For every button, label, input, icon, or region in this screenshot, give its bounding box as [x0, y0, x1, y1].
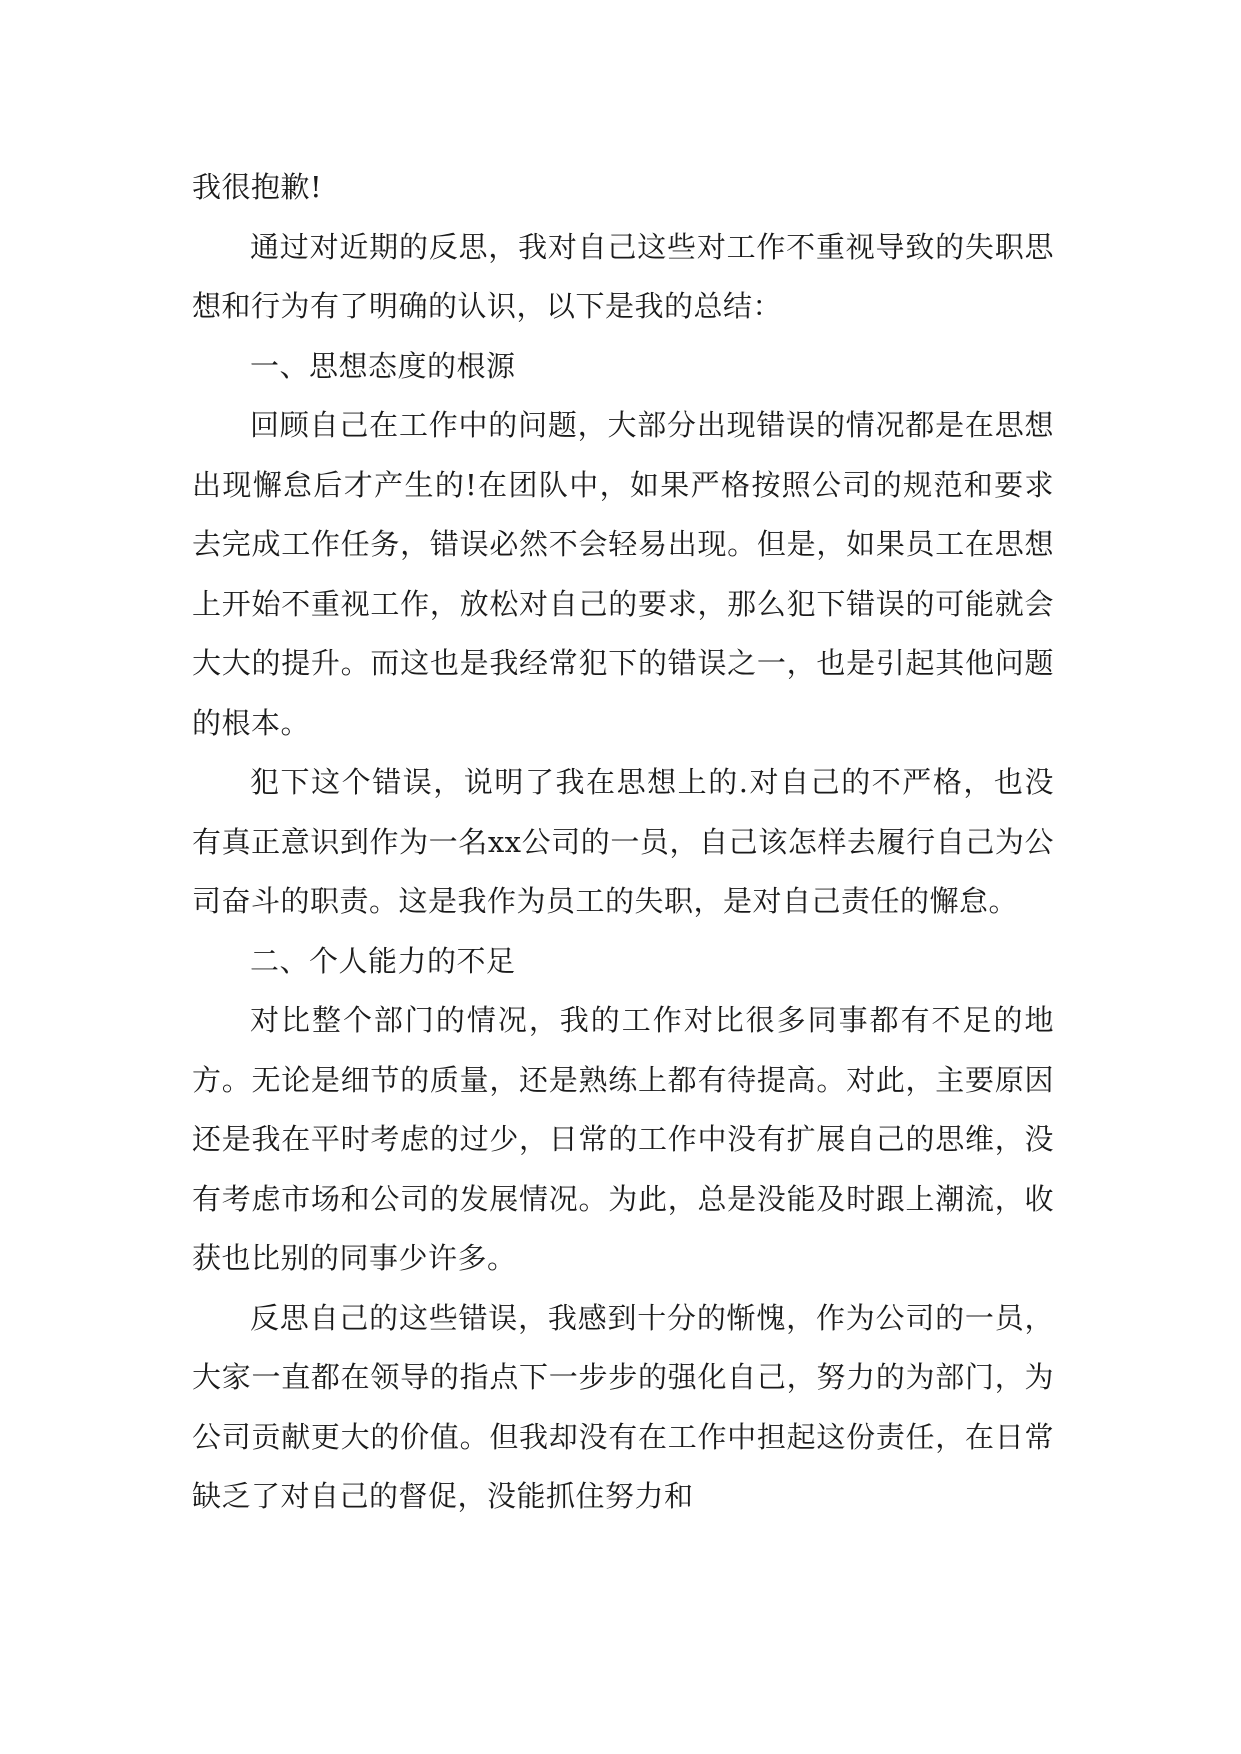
- paragraph-intro: 通过对近期的反思，我对自己这些对工作不重视导致的失职思想和行为有了明确的认识，以下是我的总结：: [192, 229, 1054, 323]
- paragraph-apology: 我很抱歉!: [192, 170, 323, 204]
- paragraph-ability: 对比整个部门的情况，我的工作对比很多同事都有不足的地方。无论是细节的质量，还是熟练上都有待提高。对此，主要原因还是我在平时考虑的过少，日常的工作中没有扩展自己的思维，没有考虑市场和公司的发展情况。为此，总是没能及时跟上潮流，收获也比别的同事少许多。: [192, 1003, 1054, 1275]
- paragraph-review: 回顾自己在工作中的问题，大部分出现错误的情况都是在思想出现懈怠后才产生的!在团队中，如果严格按照公司的规范和要求去完成工作任务，错误必然不会轻易出现。但是，如果员工在思想上开始不重视工作，放松对自己的要求，那么犯下错误的可能就会大大的提升。而这也是我经常犯下的错误之一，也是引起其他问题的根本。: [192, 408, 1054, 740]
- section-heading-1: 一、思想态度的根源: [250, 348, 516, 383]
- paragraph-mistake: 犯下这个错误，说明了我在思想上的.对自己的不严格，也没有真正意识到作为一名xx公司的一员，自己该怎样去履行自己为公司奋斗的职责。这是我作为员工的失职，是对自己责任的懈怠。: [192, 765, 1054, 918]
- paragraph-reflection: 反思自己的这些错误，我感到十分的惭愧，作为公司的一员，大家一直都在领导的指点下一步步的强化自己，努力的为部门，为公司贡献更大的价值。但我却没有在工作中担起这份责任，在日常缺乏了对自己的督促，没能抓住努力和: [192, 1300, 1054, 1513]
- document-page: [192, 158, 1054, 1527]
- section-heading-2: 二、个人能力的不足: [250, 943, 516, 978]
